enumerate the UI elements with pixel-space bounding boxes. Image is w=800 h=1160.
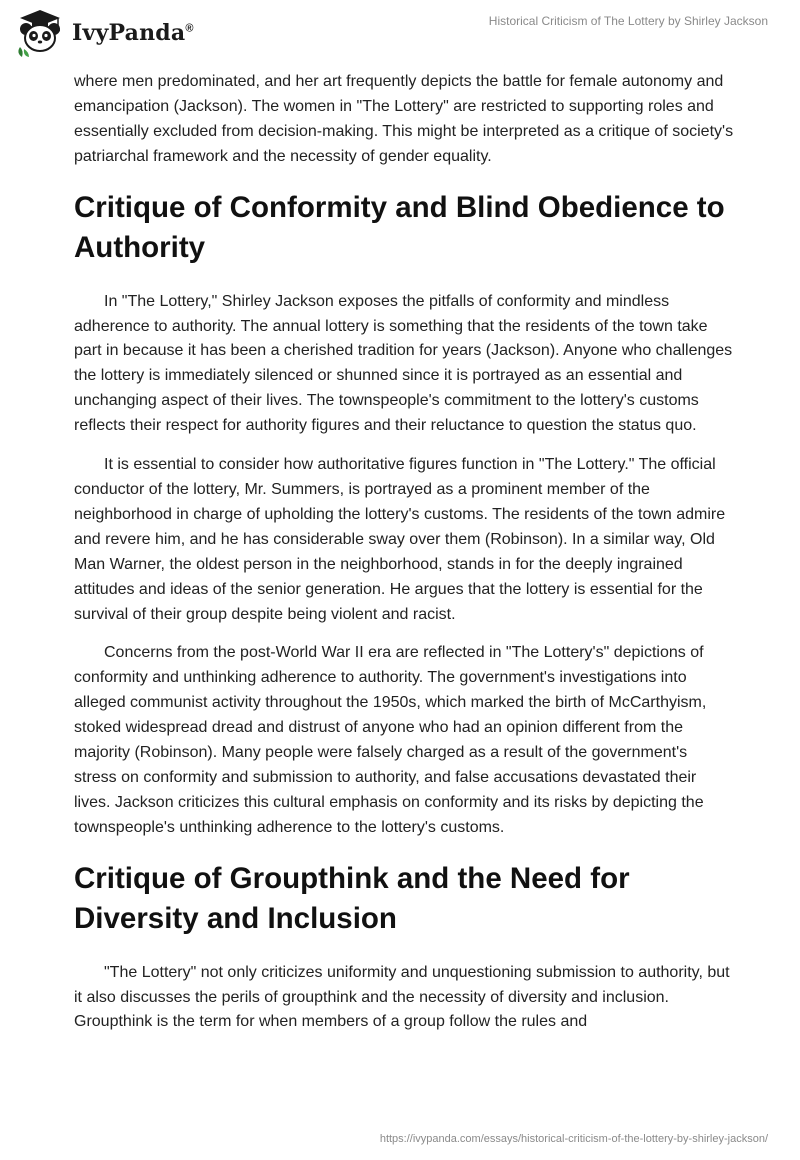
ivypanda-logo[interactable] [14,6,194,60]
paragraph-1: In "The Lottery," Shirley Jackson exposes the pitfalls of conformity and mindless adherence to authority. The annual lottery is something that the residents of the town take part in because it has been a cherished tradition for years (Jackson). Anyone who challenges the lottery is immediately silenced or shunned since it is portrayed as an essential and unchanging aspect of their lives. The townspeople's commitment to the lottery's customs reflects their respect for authority figures and their reluctance to question the status quo. [74,292,733,435]
brand-name: IvyPanda® [72,20,194,46]
registered-mark: ® [185,22,194,35]
paragraph-2: It is essential to consider how authoritative figures function in "The Lottery." The official conductor of the lottery, Mr. Summers, is portrayed as a prominent member of the neighborhood in charge of upholding the lottery's customs. The residents of the town admire and revere him, and he has considerable sway over them (Robinson). In a similar way, Old Man Warner, the oldest person in the neighborhood, stands in for the deeply ingrained attitudes and ideas of the senior generation. He argues that the lottery is essential for the survival of their group despite being violent and racist. [74,456,726,623]
document-title: Historical Criticism of The Lottery by Shirley Jackson [488,14,768,28]
paragraph-4: "The Lottery" not only criticizes uniformity and unquestioning submission to authority, but it also discusses the perils of groupthink and the necessity of diversity and inclusion. Groupthink is the term for when members of a group follow the rules and [74,963,730,1031]
heading-groupthink: Critique of Groupthink and the Need for Diversity and Inclusion [74,861,630,935]
paragraph-3: Concerns from the post-World War II era are reflected in "The Lottery's" depictions of conformity and unthinking adherence to authority. The government's investigations into alleged communist activity throughout the 1950s, which marked the birth of McCarthyism, stoked widespread dread and distrust of anyone who had an opinion different from the majority (Robinson). Many people were falsely charged as a result of the government's stress on conformity and submission to authority, and false accusations devastated their lives. Jackson criticizes this cultural emphasis on conformity and its risks by depicting the townspeople's unthinking adherence to the lottery's customs. [74,644,707,836]
paragraph-0: where men predominated, and her art frequently depicts the battle for female autonomy and emancipation (Jackson). The women in "The Lottery" are restricted to supporting roles and essentially excluded from decision-making. This might be interpreted as a critique of society's patriarchal framework and the necessity of gender equality. [74,73,734,165]
footer-url[interactable]: https://ivypanda.com/essays/historical-criticism-of-the-lottery-by-shirley-jackson/ [379,1133,768,1145]
page-header [0,0,800,66]
heading-conformity: Critique of Conformity and Blind Obedience to Authority [74,190,725,264]
panda-graduate-icon [14,7,66,59]
essay-body [74,70,734,1049]
